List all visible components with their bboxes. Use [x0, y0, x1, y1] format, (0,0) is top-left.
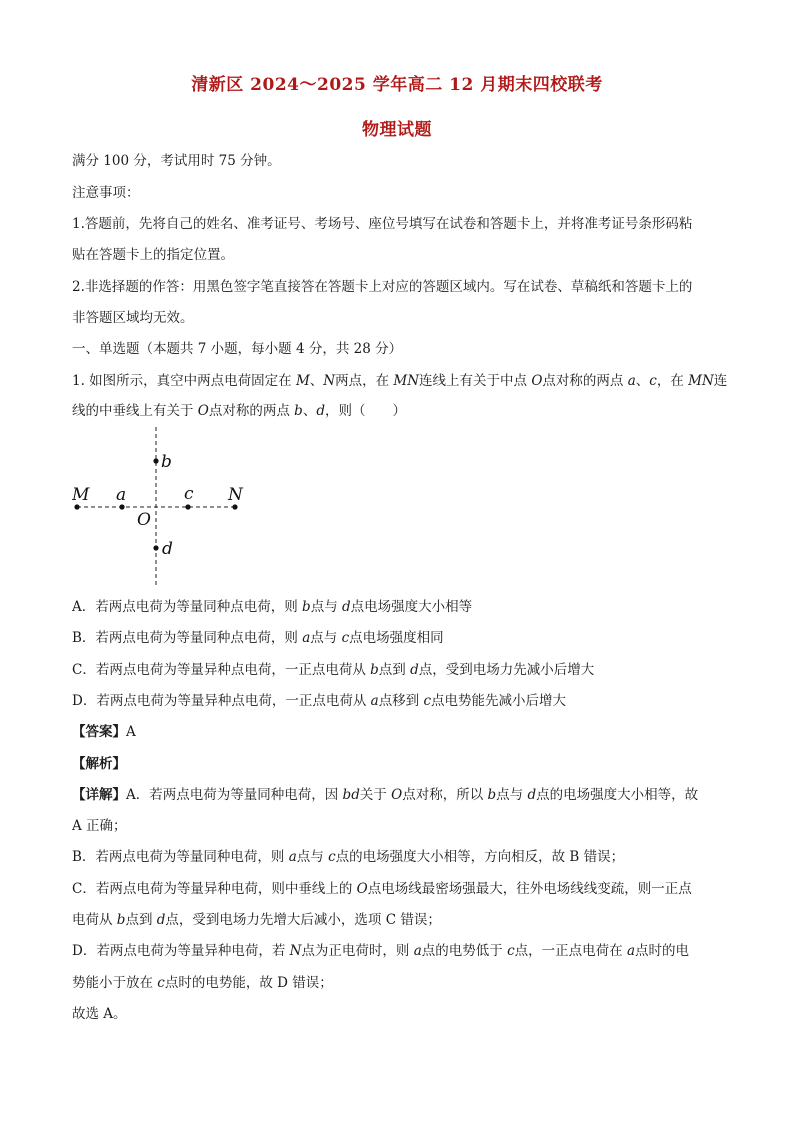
notes-heading: 注意事项：: [72, 185, 140, 201]
option-a: A．若两点电荷为等量同种点电荷，则 b点与 d点电场强度大小相等: [72, 599, 473, 615]
conclusion-line: 故选 A。: [72, 1006, 127, 1022]
exam-subtitle: 物理试题: [362, 120, 432, 140]
point-a: [119, 504, 124, 509]
charges-diagram: [72, 422, 332, 592]
point-n: [232, 504, 237, 509]
option-c: C．若两点电荷为等量异种点电荷，一正点电荷从 b点到 d点，受到电场力先减小后增大: [72, 662, 595, 678]
point-c: [185, 504, 190, 509]
question1-stem-line1: 1. 如图所示，真空中两点电荷固定在 M、N两点，在 MN连线上有关于中点 O点对称的两点 a、c，在 MN连: [72, 373, 728, 389]
answer-tag: 【答案】: [72, 724, 126, 740]
option-d: D．若两点电荷为等量异种点电荷，一正点电荷从 a点移到 c点电势能先减小后增大: [72, 693, 567, 709]
point-d: [153, 545, 158, 550]
exam-title: 清新区 2024～2025 学年高二 12 月期末四校联考: [191, 75, 603, 95]
label-m: M: [72, 485, 90, 505]
point-b: [153, 458, 158, 463]
answer-line: [72, 723, 722, 741]
section-heading: 一、单选题（本题共 7 小题，每小题 4 分，共 28 分）: [72, 341, 403, 357]
explanation-a-line1: 【详解】A．若两点电荷为等量同种电荷，因 bd关于 O点对称，所以 b点与 d点的电场强度大小相等，故: [72, 787, 699, 803]
option-b: B．若两点电荷为等量同种点电荷，则 a点与 c点电场强度相同: [72, 630, 444, 646]
note1-line2: 贴在答题卡上的指定位置。: [72, 247, 234, 263]
explanation-d-line2: 势能小于放在 c点时的电势能，故 D 错误；: [72, 975, 333, 991]
label-b: b: [161, 452, 172, 472]
explanation-c-line2: 电荷从 b点到 d点，受到电场力先增大后减小，选项 C 错误；: [72, 912, 441, 928]
note1-line1: 1.答题前，先将自己的姓名、准考证号、考场号、座位号填写在试卷和答题卡上，并将准考证号条形码粘: [72, 216, 693, 232]
label-o: O: [137, 510, 151, 530]
score-time-line: 满分 100 分，考试用时 75 分钟。: [72, 153, 281, 169]
label-a: a: [116, 485, 127, 505]
question1-stem-line2: 线的中垂线上有关于 O点对称的两点 b、d，则（ ）: [72, 403, 406, 419]
explanation-c-line1: C．若两点电荷为等量异种电荷，则中垂线上的 O点电场线最密场强最大，往外电场线线变疏，则一正点: [72, 881, 692, 897]
explanation-b: B．若两点电荷为等量同种电荷，则 a点与 c点的电场强度大小相等，方向相反，故 B 错误；: [72, 849, 625, 865]
note2-line1: 2.非选择题的作答：用黑色签字笔直接答在答题卡上对应的答题区域内。写在试卷、草稿纸和答题卡上的: [72, 279, 693, 295]
detail-tag: 【详解】: [72, 787, 126, 803]
point-m: [74, 504, 79, 509]
note2-line2: 非答题区域均无效。: [72, 310, 194, 326]
label-n: N: [228, 485, 243, 505]
explanation-d-line1: D．若两点电荷为等量异种电荷，若 N点为正电荷时，则 a点的电势低于 c点，一正点电荷在 a点时的电: [72, 943, 690, 959]
answer-value: A: [126, 724, 136, 740]
label-c: c: [184, 484, 194, 504]
label-d: d: [162, 539, 173, 559]
analysis-tag: 【解析】: [72, 756, 126, 772]
explanation-a-line2: A 正确；: [72, 818, 127, 834]
